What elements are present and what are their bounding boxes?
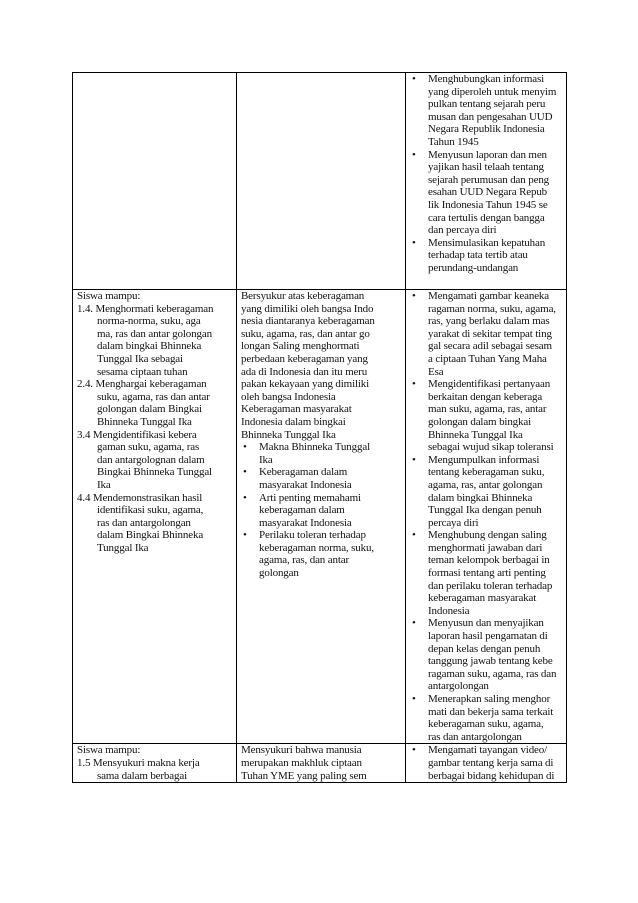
competency-line: Tunggal Ika sebagai bbox=[97, 352, 183, 365]
material-line: Keberagaman masyarakat bbox=[241, 403, 352, 416]
table-row bbox=[73, 290, 567, 744]
bullet-line: Tahun 1945 bbox=[428, 135, 479, 148]
competency-item bbox=[77, 378, 233, 428]
competency-line: gaman suku, agama, ras bbox=[97, 441, 200, 454]
bullet-line: percaya diri bbox=[428, 516, 479, 529]
bullet-line: esahan UUD Negara Repub bbox=[428, 186, 548, 199]
competency-line: dan antargolognan dalam bbox=[97, 453, 205, 466]
bullet-line: agama, ras, antar golongan bbox=[428, 478, 543, 491]
competency-line: norma-norma, suku, aga bbox=[97, 315, 201, 328]
bullet-line: Mengamati tayangan video/ bbox=[428, 744, 548, 757]
competency-line: ras dan antargolongan bbox=[97, 516, 191, 529]
competency-item bbox=[77, 429, 233, 492]
bullet-line: keberagaman suku, agama, bbox=[428, 718, 544, 731]
bullet-line: yang diperoleh untuk menyim bbox=[428, 85, 557, 98]
bullet-line: Bhinneka Tunggal Ika bbox=[428, 428, 523, 441]
competency-line: identifikasi suku, agama, bbox=[97, 504, 204, 517]
material-line: yang dimiliki oleh bangsa Indo bbox=[241, 302, 374, 315]
row3-col3-cell bbox=[406, 744, 567, 783]
cell-heading: Siswa mampu: bbox=[77, 744, 141, 757]
bullet-line: Negara Republik Indonesia bbox=[428, 123, 545, 136]
competency-first-line: 1.5 Mensyukuri makna kerja bbox=[77, 756, 200, 769]
row3-col2-cell bbox=[237, 744, 406, 783]
bullet-line: Menghubungkan informasi bbox=[428, 73, 545, 85]
cell-heading: Siswa mampu: bbox=[77, 290, 141, 302]
material-line: oleh bangsa Indonesia bbox=[241, 390, 336, 403]
material-line: Mensyukuri bahwa manusia bbox=[241, 744, 362, 757]
bullet-line: Esa bbox=[428, 365, 444, 378]
bullet-icon: • bbox=[243, 491, 247, 504]
bullet-line: keberagaman dalam bbox=[259, 504, 345, 517]
bullet-item bbox=[410, 693, 563, 743]
bullet-item bbox=[410, 378, 563, 454]
bullet-icon: • bbox=[412, 378, 416, 391]
bullet-item bbox=[410, 617, 563, 693]
bullet-item bbox=[241, 529, 402, 579]
bullet-line: berbagai bidang kehidupan di bbox=[428, 769, 555, 782]
bullet-line: ragaman suku, agama, ras dan bbox=[428, 667, 557, 680]
competency-line: golongan dalam Bingkai bbox=[97, 403, 202, 416]
bullet-line: agama, ras, dan antar bbox=[259, 554, 349, 567]
bullet-line: formasi tentang arti penting bbox=[428, 567, 546, 580]
bullet-icon: • bbox=[412, 693, 416, 705]
bullet-line: dalam bingkai Bhinneka bbox=[428, 491, 533, 504]
row3-col1-cell bbox=[73, 744, 237, 783]
bullet-line: sebagai wujud sikap toleransi bbox=[428, 441, 554, 454]
bullet-item bbox=[410, 529, 563, 617]
bullet-line: antargolongan bbox=[428, 680, 489, 693]
competency-line: Ika bbox=[97, 478, 111, 491]
bullet-line: cara tertulis dengan bangga bbox=[428, 211, 545, 224]
bullet-line: Menghubung dengan saling bbox=[428, 529, 547, 542]
row2-col2-cell bbox=[237, 290, 406, 744]
bullet-line: yarakat di sekitar tempat ting bbox=[428, 327, 552, 340]
bullet-item bbox=[241, 441, 402, 466]
bullet-line: Mengidentifikasi pertanyaan bbox=[428, 378, 551, 391]
competency-item bbox=[77, 757, 233, 782]
bullet-line: a ciptaan Tuhan Yang Maha bbox=[428, 352, 547, 365]
competency-line: suku, agama, ras dan antar bbox=[97, 390, 210, 403]
bullet-line: Tunggal Ika dengan penuh bbox=[428, 504, 542, 517]
competency-item bbox=[77, 303, 233, 379]
material-line: Tuhan YME yang paling sem bbox=[241, 769, 367, 782]
competency-first-line: 2.4. Menghargai keberagaman bbox=[77, 378, 207, 391]
competency-line: sama dalam berbagai bbox=[97, 769, 187, 782]
bullet-line: lik Indonesia Tahun 1945 se bbox=[428, 198, 548, 211]
bullet-line: tentang keberagaman suku, bbox=[428, 466, 545, 479]
bullet-line: Makna Bhinneka Tunggal bbox=[259, 441, 370, 454]
bullet-line: perundang-undangan bbox=[428, 261, 519, 274]
bullet-item bbox=[410, 73, 563, 149]
bullet-line: Ika bbox=[259, 453, 273, 466]
bullet-item bbox=[241, 466, 402, 491]
bullet-line: golongan dalam bingkai bbox=[428, 415, 532, 428]
bullet-line: Mengumpulkan informasi bbox=[428, 453, 540, 466]
row1-col1-cell bbox=[73, 73, 237, 290]
bullet-icon: • bbox=[412, 529, 416, 542]
bullet-line: gal secara adil sebagai sesam bbox=[428, 340, 552, 353]
bullet-icon: • bbox=[243, 529, 247, 542]
competency-line: sesama ciptaan tuhan bbox=[97, 365, 188, 378]
bullet-item bbox=[410, 149, 563, 237]
bullet-line: masyarakat Indonesia bbox=[259, 478, 352, 491]
bullet-line: mati dan bekerja sama terkait bbox=[428, 705, 554, 718]
bullet-line: laporan hasil pengamatan di bbox=[428, 630, 548, 643]
bullet-line: berkaitan dengan keberaga bbox=[428, 390, 543, 403]
bullet-line: pulkan tentang sejarah peru bbox=[428, 98, 546, 111]
row1-col3-cell bbox=[406, 73, 567, 290]
material-line: longan Saling menghormati bbox=[241, 340, 360, 353]
competency-line: ma, ras dan antar golongan bbox=[97, 327, 212, 340]
bullet-line: dan perilaku toleran terhadap bbox=[428, 579, 553, 592]
bullet-line: yajikan hasil telaah tentang bbox=[428, 161, 544, 174]
bullet-line: ras dan antargolongan bbox=[428, 730, 522, 743]
bullet-line: masyarakat Indonesia bbox=[259, 516, 352, 529]
bullet-line: Indonesia bbox=[428, 604, 470, 617]
bullet-line: gambar tentang kerja sama di bbox=[428, 756, 554, 769]
bullet-line: sejarah perumusan dan peng bbox=[428, 173, 550, 186]
bullet-line: man suku, agama, ras, antar bbox=[428, 403, 547, 416]
material-line: pakan kekayaan yang dimiliki bbox=[241, 378, 370, 391]
bullet-icon: • bbox=[412, 617, 416, 630]
bullet-icon: • bbox=[412, 148, 416, 161]
material-line: perbedaan keberagaman yang bbox=[241, 352, 368, 365]
competency-line: Bhinneka Tunggal Ika bbox=[97, 415, 192, 428]
curriculum-table bbox=[72, 72, 567, 783]
competency-item bbox=[77, 492, 233, 555]
material-line: ada di Indonesia dan itu meru bbox=[241, 365, 368, 378]
competency-line: dalam Bingkai Bhinneka bbox=[97, 529, 204, 542]
bullet-item bbox=[241, 492, 402, 530]
competency-line: Tunggal Ika bbox=[97, 541, 149, 554]
bullet-icon: • bbox=[243, 441, 247, 454]
bullet-item bbox=[410, 237, 563, 275]
bullet-line: keberagaman masyarakat bbox=[428, 592, 537, 605]
bullet-item bbox=[410, 454, 563, 530]
bullet-line: keberagaman norma, suku, bbox=[259, 541, 374, 554]
bullet-line: terhadap tata tertib atau bbox=[428, 249, 528, 262]
bullet-line: depan kelas dengan penuh bbox=[428, 642, 541, 655]
bullet-line: ras, yang berlaku dalam mas bbox=[428, 315, 550, 328]
material-line: suku, agama, ras, dan antar go bbox=[241, 327, 370, 340]
bullet-line: dan percaya diri bbox=[428, 224, 497, 237]
material-line: merupakan makhluk ciptaan bbox=[241, 756, 362, 769]
bullet-line: teman kelompok berbagai in bbox=[428, 554, 550, 567]
row2-col1-cell bbox=[73, 290, 237, 744]
bullet-line: Mensimulasikan kepatuhan bbox=[428, 236, 546, 249]
bullet-icon: • bbox=[412, 744, 416, 757]
competency-first-line: 1.4. Menghormati keberagaman bbox=[77, 302, 214, 315]
bullet-line: musan dan pengesahan UUD bbox=[428, 110, 553, 123]
competency-line: dalam bingkai Bhinneka bbox=[97, 340, 202, 353]
material-line: nesia diantaranya keberagaman bbox=[241, 315, 375, 328]
bullet-line: menghormati jawaban dari bbox=[428, 541, 543, 554]
bullet-line: Menerapkan saling menghor bbox=[428, 693, 551, 705]
bullet-icon: • bbox=[243, 466, 247, 479]
bullet-line: Menyusun laporan dan men bbox=[428, 148, 547, 161]
bullet-line: tanggung jawab tentang kebe bbox=[428, 655, 553, 668]
bullet-line: Mengamati gambar keaneka bbox=[428, 290, 550, 302]
bullet-line: Menyusun dan menyajikan bbox=[428, 617, 544, 630]
table-row bbox=[73, 744, 567, 783]
material-line: Indonesia dalam bingkai bbox=[241, 415, 346, 428]
bullet-item bbox=[410, 744, 563, 782]
material-line: Bersyukur atas keberagaman bbox=[241, 290, 365, 302]
bullet-item bbox=[410, 290, 563, 378]
material-line: Bhinneka Tunggal Ika bbox=[241, 428, 336, 441]
bullet-line: Keberagaman dalam bbox=[259, 466, 348, 479]
bullet-line: Perilaku toleran terhadap bbox=[259, 529, 366, 542]
bullet-icon: • bbox=[412, 290, 416, 302]
bullet-line: Arti penting memahami bbox=[259, 491, 361, 504]
row1-col2-cell bbox=[237, 73, 406, 290]
row2-col3-cell bbox=[406, 290, 567, 744]
bullet-line: ragaman norma, suku, agama, bbox=[428, 302, 556, 315]
competency-line: Bingkai Bhinneka Tunggal bbox=[97, 466, 212, 479]
bullet-line: golongan bbox=[259, 567, 299, 580]
bullet-icon: • bbox=[412, 453, 416, 466]
bullet-icon: • bbox=[412, 236, 416, 249]
competency-first-line: 3.4 Mengidentifikasi kebera bbox=[77, 428, 197, 441]
competency-first-line: 4.4 Mendemonstrasikan hasil bbox=[77, 491, 203, 504]
bullet-icon: • bbox=[412, 73, 416, 85]
table-row bbox=[73, 73, 567, 290]
